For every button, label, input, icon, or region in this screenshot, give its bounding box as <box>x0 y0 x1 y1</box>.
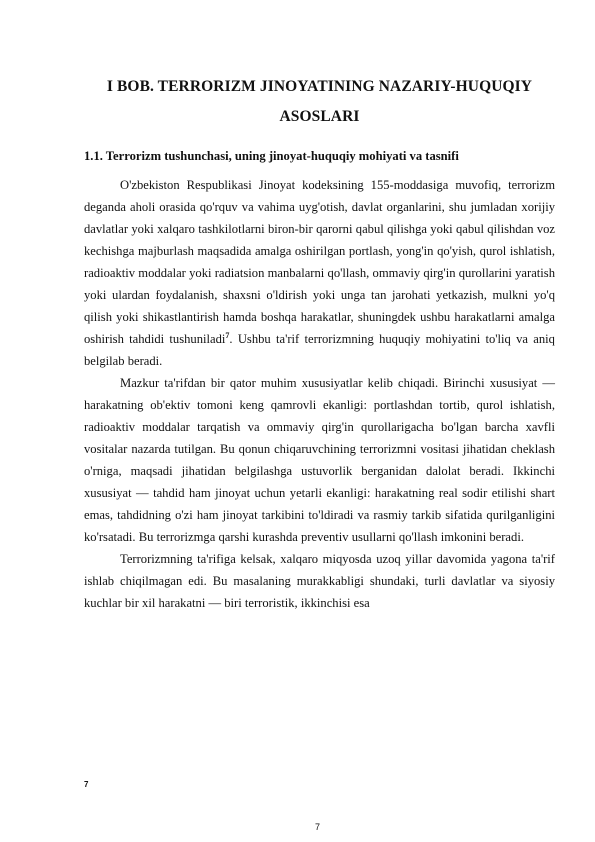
section-title: 1.1. Terrorizm tushunchasi, uning jinoyat-huquqiy mohiyati va tasnifi <box>84 149 459 163</box>
body-text <box>84 174 555 614</box>
footnote-reference[interactable]: 7 <box>225 330 230 340</box>
chapter-title-line-2: ASOSLARI <box>279 108 360 125</box>
chapter-title <box>84 72 555 132</box>
paragraph-2: Mazkur ta'rifdan bir qator muhim xususiyatlar kelib chiqadi. Birinchi xususiyat — harakatning ob'ektiv tomoni keng qamrovli ekanligi: portlashdan tortib, qurol ishlatish, radioaktiv moddalar tarqatish va ommaviy qirg'in qurollarigacha bo'lgan barcha xavfli vositalar nazarda tutilgan. Bu qonun chiqaruvchining terrorizmni vositasi jihatidan cheklash o'rniga, maqsadi jihatidan belgilashga ustuvorlik berganidan dalolat beradi. Ikkinchi xususiyat — tahdid ham jinoyat uchun yetarli ekanligi: harakatning real sodir etilishi shart emas, tahdidning o'zi ham jinoyat tarkibini to'ldiradi va rasmiy tarkib sifatida qurilganligini ko'rsatadi. Bu terrorizmga qarshi kurashda preventiv usullarni qo'llash imkonini beradi. <box>84 376 555 544</box>
chapter-title-line-1: I BOB. TERRORIZM JINOYATINING NAZARIY-HUQUQIY <box>106 78 533 95</box>
paragraph-1 <box>84 174 555 372</box>
footnote-mark: 7 <box>84 780 89 789</box>
page-number: 7 <box>314 822 320 832</box>
paragraph-1-text-continued: . Ushbu ta'rif terrorizmning huquqiy mohiyatini to'liq va aniq belgilab beradi. <box>84 332 555 368</box>
paragraph-1-text: O'zbekiston Respublikasi Jinoyat kodeksining 155-moddasiga muvofiq, terrorizm deganda aholi orasida qo'rquv va vahima uyg'otish, davlat organlarini, shu jumladan xorijiy davlatlar yoki xalqaro tashkilotlarni biron-bir qarorni qabul qilishga yoki qabul qilishdan voz kechishga majburlash maqsadida amalga oshirilgan portlash, yong'in qo'yish, qurol ishlatish, radioaktiv moddalar yoki radiatsion manbalarni qo'llash, ommaviy qirg'in qurollarini yaratish yoki ulardan foydalanish, shaxsni o'ldirish yoki unga tan jarohati yetkazish, mulkni yo'q qilish yoki shikastlantirish hamda boshqa harakatlar, shuningdek ushbu harakatlarni amalga oshirish tahdidi tushuniladi <box>84 178 555 346</box>
paragraph-3: Terrorizmning ta'rifiga kelsak, xalqaro miqyosda uzoq yillar davomida yagona ta'rif ishlab chiqilmagan edi. Bu masalaning murakkabligi shundaki, turli davlatlar va siyosiy kuchlar bir xil harakatni — biri terroristik, ikkinchisi esa <box>84 552 555 610</box>
